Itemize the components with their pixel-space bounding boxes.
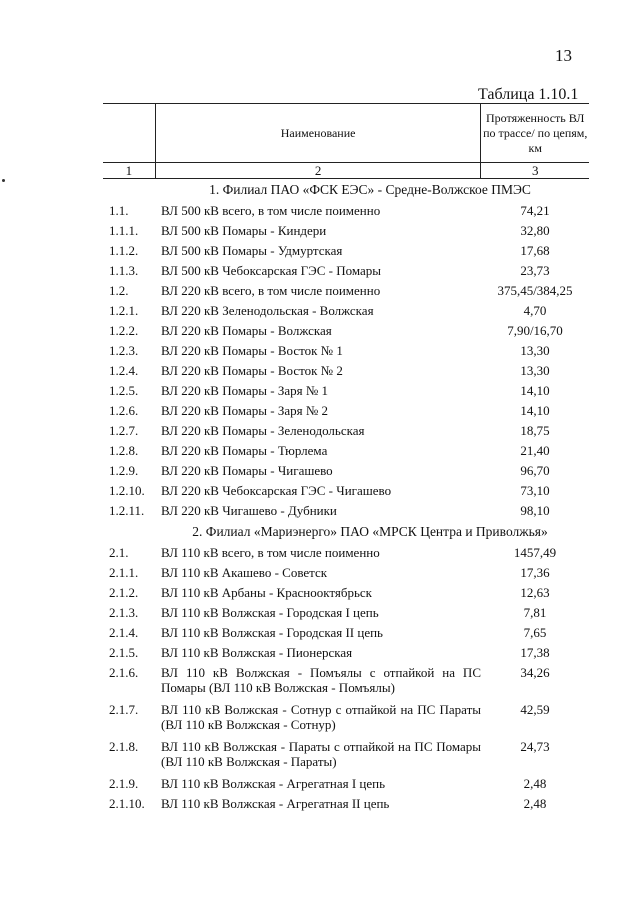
header-col-name: Наименование bbox=[155, 104, 482, 162]
table-index-row bbox=[103, 163, 589, 179]
row-name: ВЛ 220 кВ Помары - Волжская bbox=[161, 323, 332, 338]
row-name: ВЛ 500 кВ всего, в том числе поименно bbox=[161, 203, 381, 218]
table-row bbox=[103, 441, 589, 461]
row-number: 1.2.9. bbox=[109, 463, 139, 478]
row-length: 17,36 bbox=[520, 565, 550, 580]
row-name: ВЛ 110 кВ Волжская - Городская I цепь bbox=[161, 605, 379, 620]
table-row bbox=[103, 563, 589, 583]
row-name: ВЛ 220 кВ Помары - Заря № 2 bbox=[161, 403, 329, 418]
row-length: 7,65 bbox=[523, 625, 547, 640]
table-row bbox=[103, 461, 589, 481]
row-name: ВЛ 110 кВ всего, в том числе поименно bbox=[161, 545, 380, 560]
table-row bbox=[103, 481, 589, 501]
row-name: ВЛ 110 кВ Волжская - Городская II цепь bbox=[161, 625, 383, 640]
table-row bbox=[103, 583, 589, 603]
row-length: 2,48 bbox=[523, 796, 547, 811]
table-row bbox=[103, 663, 589, 700]
row-name: ВЛ 220 кВ Помары - Тюрлема bbox=[161, 443, 328, 458]
row-number: 1.2.2. bbox=[109, 323, 139, 338]
row-name: ВЛ 110 кВ Волжская - Пионерская bbox=[161, 645, 353, 660]
row-number: 1.1.3. bbox=[109, 263, 139, 278]
row-length: 96,70 bbox=[520, 463, 550, 478]
row-number: 2.1.4. bbox=[109, 625, 139, 640]
table-row bbox=[103, 623, 589, 643]
table-row bbox=[103, 543, 589, 563]
row-length: 14,10 bbox=[520, 383, 550, 398]
table-row bbox=[103, 381, 589, 401]
row-length: 32,80 bbox=[520, 223, 550, 238]
row-length: 18,75 bbox=[520, 423, 550, 438]
row-length: 1457,49 bbox=[513, 545, 557, 560]
row-name: ВЛ 110 кВ Волжская - Сотнур с отпайкой на ПС Параты (ВЛ 110 кВ Волжская - Сотнур) bbox=[161, 702, 481, 732]
table-row bbox=[103, 737, 589, 774]
row-number: 2.1.9. bbox=[109, 776, 139, 791]
row-name: ВЛ 500 кВ Чебоксарская ГЭС - Помары bbox=[161, 263, 382, 278]
row-name: ВЛ 500 кВ Помары - Удмуртская bbox=[161, 243, 343, 258]
row-number: 1.2.6. bbox=[109, 403, 139, 418]
table-row bbox=[103, 700, 589, 737]
row-name: ВЛ 110 кВ Волжская - Параты с отпайкой на ПС Помары (ВЛ 110 кВ Волжская - Параты) bbox=[161, 739, 481, 769]
section-title: 1. Филиал ПАО «ФСК ЕЭС» - Средне-Волжское ПМЭС bbox=[209, 182, 531, 197]
row-name: ВЛ 220 кВ Помары - Заря № 1 bbox=[161, 383, 329, 398]
row-number: 2.1.10. bbox=[109, 796, 145, 811]
header-col-number bbox=[103, 104, 155, 162]
table-caption: Таблица 1.10.1 bbox=[478, 86, 579, 103]
row-name: ВЛ 220 кВ Помары - Чигашево bbox=[161, 463, 333, 478]
row-number: 2.1.3. bbox=[109, 605, 139, 620]
row-length: 17,68 bbox=[520, 243, 550, 258]
table-row bbox=[103, 501, 589, 521]
row-number: 1.2.5. bbox=[109, 383, 139, 398]
row-length: 4,70 bbox=[523, 303, 547, 318]
row-name: ВЛ 110 кВ Волжская - Помъялы с отпайкой на ПС Помары (ВЛ 110 кВ Волжская - Помъялы) bbox=[161, 665, 481, 695]
row-length: 17,38 bbox=[520, 645, 550, 660]
document-table bbox=[103, 103, 589, 814]
row-name: ВЛ 220 кВ Помары - Восток № 2 bbox=[161, 363, 343, 378]
row-number: 1.2.3. bbox=[109, 343, 139, 358]
row-name: ВЛ 220 кВ Помары - Зеленодольская bbox=[161, 423, 365, 438]
row-length: 13,30 bbox=[520, 363, 550, 378]
row-name: ВЛ 110 кВ Волжская - Агрегатная I цепь bbox=[161, 776, 386, 791]
row-number: 2.1.2. bbox=[109, 585, 139, 600]
row-number: 2.1. bbox=[109, 545, 129, 560]
row-length: 34,26 bbox=[520, 665, 550, 680]
table-row bbox=[103, 221, 589, 241]
index-col-1: 1 bbox=[125, 163, 133, 178]
table-row bbox=[103, 321, 589, 341]
table-row bbox=[103, 261, 589, 281]
table-row bbox=[103, 603, 589, 623]
table-header-row bbox=[103, 103, 589, 163]
row-number: 2.1.1. bbox=[109, 565, 139, 580]
row-length: 375,45/384,25 bbox=[497, 283, 573, 298]
table-row bbox=[103, 643, 589, 663]
row-number: 2.1.7. bbox=[109, 702, 139, 717]
row-number: 1.2.8. bbox=[109, 443, 139, 458]
index-col-3: 3 bbox=[531, 163, 539, 178]
table-row bbox=[103, 774, 589, 794]
table-row bbox=[103, 341, 589, 361]
row-name: ВЛ 500 кВ Помары - Киндери bbox=[161, 223, 327, 238]
row-length: 98,10 bbox=[520, 503, 550, 518]
row-name: ВЛ 220 кВ всего, в том числе поименно bbox=[161, 283, 381, 298]
row-number: 1.1.1. bbox=[109, 223, 139, 238]
row-length: 2,48 bbox=[523, 776, 547, 791]
row-number: 1.2.4. bbox=[109, 363, 139, 378]
row-number: 1.1.2. bbox=[109, 243, 139, 258]
table-row bbox=[103, 401, 589, 421]
row-length: 21,40 bbox=[520, 443, 550, 458]
row-name: ВЛ 110 кВ Арбаны - Краснооктябрьск bbox=[161, 585, 372, 600]
row-length: 24,73 bbox=[520, 739, 550, 754]
row-number: 2.1.5. bbox=[109, 645, 139, 660]
row-number: 1.2.1. bbox=[109, 303, 139, 318]
row-length: 12,63 bbox=[520, 585, 550, 600]
page-number: 13 bbox=[555, 46, 572, 65]
row-length: 7,90/16,70 bbox=[507, 323, 563, 338]
row-length: 7,81 bbox=[523, 605, 547, 620]
index-col-2: 2 bbox=[155, 163, 482, 178]
row-length: 14,10 bbox=[520, 403, 550, 418]
row-name: ВЛ 220 кВ Зеленодольская - Волжская bbox=[161, 303, 374, 318]
row-length: 13,30 bbox=[520, 343, 550, 358]
row-number: 1.2.11. bbox=[109, 503, 145, 518]
row-name: ВЛ 220 кВ Чигашево - Дубники bbox=[161, 503, 337, 518]
table-body bbox=[103, 179, 589, 814]
table-row bbox=[103, 361, 589, 381]
row-number: 1.2.10. bbox=[109, 483, 145, 498]
row-number: 2.1.6. bbox=[109, 665, 139, 680]
row-name: ВЛ 110 кВ Волжская - Агрегатная II цепь bbox=[161, 796, 390, 811]
row-number: 1.2. bbox=[109, 283, 129, 298]
row-length: 73,10 bbox=[520, 483, 550, 498]
stray-mark bbox=[2, 179, 5, 182]
row-name: ВЛ 110 кВ Акашево - Советск bbox=[161, 565, 328, 580]
row-name: ВЛ 220 кВ Помары - Восток № 1 bbox=[161, 343, 343, 358]
row-name: ВЛ 220 кВ Чебоксарская ГЭС - Чигашево bbox=[161, 483, 392, 498]
table-row bbox=[103, 794, 589, 814]
row-length: 23,73 bbox=[520, 263, 550, 278]
row-length: 74,21 bbox=[520, 203, 550, 218]
table-row bbox=[103, 421, 589, 441]
row-number: 1.1. bbox=[109, 203, 129, 218]
header-col-length: Протяженность ВЛ по трассе/ по цепям, км bbox=[483, 110, 588, 155]
row-length: 42,59 bbox=[520, 702, 550, 717]
row-number: 1.2.7. bbox=[109, 423, 139, 438]
table-row bbox=[103, 201, 589, 221]
table-row bbox=[103, 241, 589, 261]
table-row bbox=[103, 281, 589, 301]
section-title: 2. Филиал «Мариэнерго» ПАО «МРСК Центра и Приволжья» bbox=[192, 524, 548, 539]
row-number: 2.1.8. bbox=[109, 739, 139, 754]
table-row bbox=[103, 301, 589, 321]
